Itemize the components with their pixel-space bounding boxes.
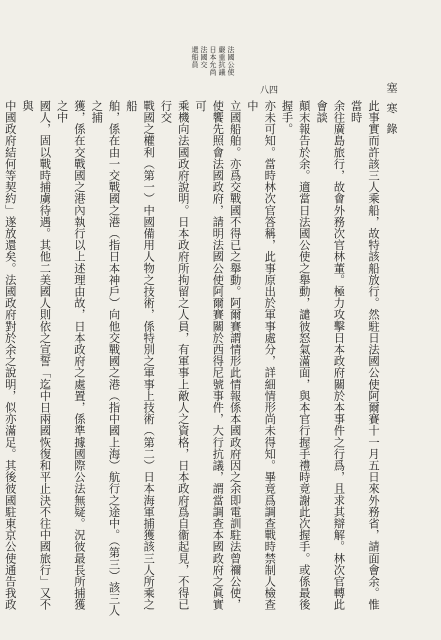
text-column: 國人，固以戰時捕虜待遇。其他二美國人則依之宣誓「迄中日兩國恢復和平止決不往中國旅行」又不與 <box>21 100 52 611</box>
margin-note: 法國公使 <box>227 46 235 76</box>
text-column: 戰國之權利（第一）中國備用人物之技術，係特別之軍事上技術（第二）日本海軍捕獲該三人所乘之船 <box>124 100 156 611</box>
text-column: 使饗先照會法國政府，請明法國公使阿爾賽關於西得尼號事件，大行抗議，謂當調查本國政府之眞實可 <box>194 100 225 611</box>
margin-note: 嚴重抗議 <box>218 46 226 76</box>
body-text <box>3 100 382 620</box>
margin-note: 還船員 <box>191 46 199 69</box>
page-number: 八四 <box>259 86 278 96</box>
text-column: 獲，係在交戰國之港內執行以上述理由故，日本政府之處置，係準據國際公法無疑。況彼最長所捕獲之中 <box>55 100 86 611</box>
text-column: 此事實而許該三人乘船，故特該船放行。然駐日法國公使阿爾賽十一月五日來外務省，請面會余。惟當時 <box>349 100 380 611</box>
text-column: 舶，係在由一交戰國之港（指日本神戶）向他交戰國之港（指中國上海）航行之途中。（第三）該三人之捕 <box>90 100 121 617</box>
text-column: 顛末報告於余。適當日法國公使之舉動，譴彼怒氣滿面，與本官行握手禮時竟謝此次握手。或係最後握手。 <box>280 100 311 611</box>
running-header-title: 塞 寒 錄 <box>385 82 398 137</box>
text-column: 中國政府結何等契約」遂放還矣。法國政府對於余之說明，似亦滿足。其後彼國駐東京公使通告我政 <box>3 100 17 611</box>
text-column: 乘機向法國政府說明。日本政府所拘留之人員，有軍事上敵人之資格，日本政府爲自衞起見，不得已行交 <box>159 100 190 611</box>
margin-note: 日本允尚 <box>209 46 217 76</box>
text-column: 立國船舶。亦爲交戰國不得已之舉動。阿爾賽謂情形此情報係本國政府因之余即電訓駐法曾禰公使， <box>228 100 242 611</box>
text-column: 余往廣島旅行，故會外務次官林董。極力攻擊日本政府關於本事件之行爲，且求其辯解。林次官轉此會談 <box>315 100 346 611</box>
text-column <box>0 100 1 620</box>
text-column: 亦未可知。當時林次官答稱，此事原出於軍事處分，詳細情形尚未得知。畢竟爲調查戰時禁制人檢查中 <box>245 100 277 611</box>
margin-note: 法國交 <box>200 46 208 69</box>
